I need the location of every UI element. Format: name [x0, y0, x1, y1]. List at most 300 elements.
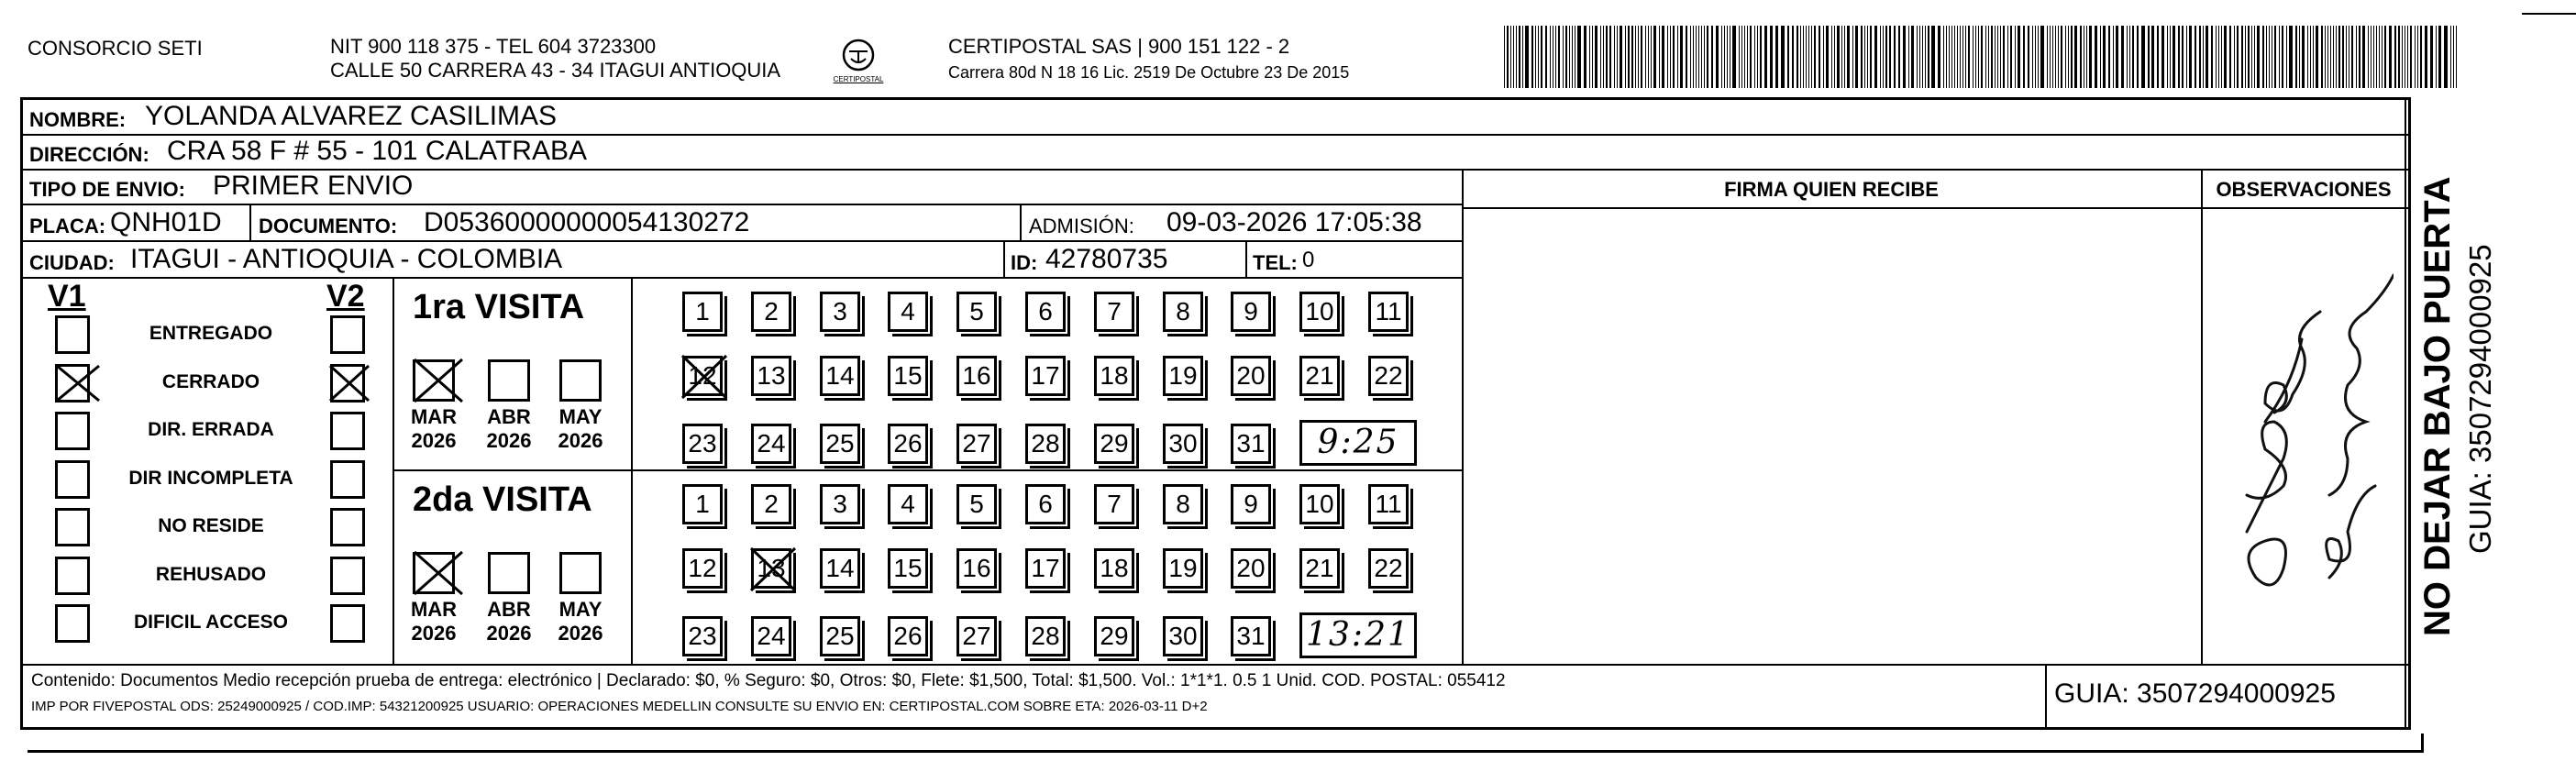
barcode-bar — [1572, 26, 1573, 88]
v1-checkbox[interactable] — [55, 315, 90, 354]
day-box[interactable]: 21 — [1299, 356, 1340, 396]
month-checkbox[interactable] — [488, 359, 530, 402]
barcode-bar — [1711, 26, 1713, 88]
v1-checkbox[interactable] — [55, 557, 90, 595]
barcode-bar — [2327, 26, 2328, 88]
barcode-bar — [1686, 26, 1687, 88]
barcode-bar — [1922, 26, 1923, 88]
barcode-bar — [1628, 26, 1629, 88]
barcode-bar — [2310, 26, 2311, 88]
barcode-bar — [1673, 26, 1675, 88]
barcode-bar — [1519, 26, 1520, 88]
barcode-bar — [1981, 26, 1983, 88]
month-label: MAY 2026 — [558, 598, 603, 645]
month-label: MAR 2026 — [410, 405, 458, 452]
barcode-bar — [1760, 26, 1762, 88]
barcode-bar — [1988, 26, 1989, 88]
month-checkbox[interactable] — [413, 552, 455, 594]
day-box[interactable]: 8 — [1163, 484, 1203, 524]
barcode-bar — [2321, 26, 2323, 88]
handwritten-time-box: 13:21 — [1299, 612, 1417, 658]
status-label: NO RESIDE — [158, 515, 264, 536]
barcode-bar — [2178, 26, 2180, 88]
barcode-bar — [1620, 26, 1622, 88]
barcode-bar — [2336, 26, 2337, 88]
barcode-bar — [1662, 26, 1664, 88]
barcode-bar — [2080, 26, 2082, 88]
barcode-bar — [1531, 26, 1533, 88]
barcode-bar — [2127, 26, 2128, 88]
barcode-bar — [1651, 26, 1652, 88]
barcode-bar — [1589, 26, 1590, 88]
visit-title: 2da VISITA — [413, 480, 592, 519]
barcode-bar — [1569, 26, 1570, 88]
barcode-bar — [2224, 26, 2227, 88]
barcode-bar — [1625, 26, 1626, 88]
day-box[interactable]: 1 — [682, 292, 723, 332]
barcode-bar — [2274, 26, 2276, 88]
barcode-bar — [1898, 26, 1900, 88]
day-box[interactable]: 26 — [888, 616, 928, 656]
barcode-bar — [1943, 26, 1944, 88]
barcode-bar — [2129, 26, 2130, 88]
day-box[interactable]: 6 — [1025, 292, 1066, 332]
barcode-bar — [2195, 26, 2196, 88]
barcode-bar — [1595, 26, 1598, 88]
barcode-bar — [2342, 26, 2343, 88]
barcode-bar — [2379, 26, 2380, 88]
day-box[interactable]: 28 — [1025, 424, 1066, 464]
barcode-bar — [2182, 26, 2184, 88]
barcode-bar — [2032, 26, 2033, 88]
barcode-bar — [2351, 26, 2353, 88]
barcode-bar — [2151, 26, 2154, 88]
barcode-bar — [1538, 26, 1539, 88]
barcode-bar — [2316, 26, 2318, 88]
day-box[interactable]: 14 — [820, 356, 860, 396]
barcode-bar — [2420, 26, 2422, 88]
barcode-bar — [2050, 26, 2051, 88]
day-box[interactable]: 5 — [956, 484, 997, 524]
barcode-bar — [2061, 26, 2062, 88]
barcode-bar — [1525, 26, 1528, 88]
day-box[interactable]: 11 — [1368, 292, 1409, 332]
barcode-bar — [1908, 26, 1909, 88]
day-box[interactable]: 16 — [956, 356, 997, 396]
admision-label: ADMISIÓN: — [1029, 215, 1134, 237]
day-box[interactable]: 29 — [1094, 424, 1134, 464]
day-box[interactable]: 13 — [751, 548, 791, 589]
barcode-bar — [1803, 26, 1804, 88]
barcode-bar — [2438, 26, 2441, 88]
barcode-bar — [1764, 26, 1767, 88]
day-box[interactable]: 9 — [1231, 484, 1271, 524]
barcode-bar — [1757, 26, 1758, 88]
barcode-bar — [2100, 26, 2101, 88]
barcode-bar — [2241, 26, 2242, 88]
barcode-bar — [1997, 26, 1998, 88]
documento-value: D05360000000054130272 — [424, 207, 750, 237]
barcode-bar — [1787, 26, 1789, 88]
v2-checkbox[interactable] — [330, 604, 365, 643]
barcode-bar — [1744, 26, 1745, 88]
barcode-bar — [2065, 26, 2066, 88]
barcode-bar — [1741, 26, 1742, 88]
barcode-bar — [1957, 26, 1958, 88]
barcode-bar — [1724, 26, 1725, 88]
documento-label: DOCUMENTO: — [259, 215, 398, 237]
barcode-bar — [2398, 26, 2400, 88]
day-box[interactable]: 19 — [1163, 548, 1203, 589]
ciudad-label: CIUDAD: — [29, 251, 115, 274]
observaciones-header: OBSERVACIONES — [2216, 178, 2392, 201]
barcode-bar — [1889, 26, 1891, 88]
month-label: ABR 2026 — [486, 598, 532, 645]
barcode-bar — [2108, 26, 2110, 88]
barcode-bar — [2068, 26, 2069, 88]
barcode-bar — [1631, 26, 1633, 88]
address-line: CALLE 50 CARRERA 43 - 34 ITAGUI ANTIOQUIA — [330, 59, 781, 82]
barcode-bar — [1716, 26, 1719, 88]
barcode-bar — [2221, 26, 2222, 88]
barcode-bar — [1754, 26, 1755, 88]
placa-value: QNH01D — [110, 207, 222, 237]
barcode-bar — [2254, 26, 2255, 88]
barcode-bar — [1653, 26, 1656, 88]
barcode-bar — [1985, 26, 1986, 88]
barcode-bar — [2362, 26, 2365, 88]
barcode-bar — [2216, 26, 2217, 88]
barcode-bar — [2266, 26, 2267, 88]
handwritten-time-box: 9:25 — [1299, 420, 1417, 466]
barcode-bar — [2245, 26, 2246, 88]
day-box[interactable]: 27 — [956, 616, 997, 656]
barcode-bar — [2055, 26, 2056, 88]
barcode-bar — [1541, 26, 1542, 88]
day-box[interactable]: 29 — [1094, 616, 1134, 656]
firma-header: FIRMA QUIEN RECIBE — [1724, 178, 1939, 201]
footer-contenido: Contenido: Documentos Medio recepción prueba de entrega: electrónico | Declarado: $0, % Seguro: $0, Otros: $0, Flete: $1,500, Total: $1,500. Vol.: 1*1*1. 0.5 1 Unid. COD. POSTAL: 055412 — [31, 671, 1506, 690]
v1-checkbox[interactable] — [55, 364, 90, 403]
day-box[interactable]: 1 — [682, 484, 723, 524]
day-box[interactable]: 26 — [888, 424, 928, 464]
barcode-bar — [1975, 26, 1976, 88]
barcode-bar — [1750, 26, 1752, 88]
barcode-bar — [2018, 26, 2020, 88]
day-box[interactable]: 31 — [1231, 424, 1271, 464]
barcode-bar — [2007, 26, 2008, 88]
day-box[interactable]: 24 — [751, 424, 791, 464]
barcode-bar — [1811, 26, 1812, 88]
barcode-bar — [1874, 26, 1877, 88]
v1-label: V1 — [48, 279, 86, 314]
v2-checkbox[interactable] — [330, 412, 365, 450]
month-checkbox[interactable] — [413, 359, 455, 402]
month-checkbox[interactable] — [488, 552, 530, 594]
day-box[interactable]: 17 — [1025, 356, 1066, 396]
status-label: DIFICIL ACCESO — [133, 612, 288, 633]
side-guia: GUIA: 3507294000925 — [2463, 244, 2497, 554]
barcode-bar — [1721, 26, 1722, 88]
barcode-bar — [2302, 26, 2305, 88]
barcode-bar — [2086, 26, 2087, 88]
barcode-bar — [2058, 26, 2059, 88]
barcode-bar — [1781, 26, 1784, 88]
barcode-bar — [1792, 26, 1794, 88]
barcode-bar — [2373, 26, 2374, 88]
barcode-bar — [2279, 26, 2280, 88]
barcode-bar — [1739, 26, 1740, 88]
v1-checkbox[interactable] — [55, 460, 90, 499]
barcode-bar — [2052, 26, 2053, 88]
barcode-bar — [2071, 26, 2073, 88]
nombre-value: YOLANDA ALVAREZ CASILIMAS — [145, 101, 558, 131]
barcode-bar — [2121, 26, 2124, 88]
month-checkbox[interactable] — [559, 359, 602, 402]
day-box[interactable]: 3 — [820, 484, 860, 524]
day-box[interactable]: 18 — [1094, 356, 1134, 396]
license-line: Carrera 80d N 18 16 Lic. 2519 De Octubre 23 De 2015 — [948, 63, 1350, 82]
day-box[interactable]: 12 — [682, 356, 723, 396]
barcode-bar — [1603, 26, 1604, 88]
barcode-bar — [1635, 26, 1636, 88]
day-box[interactable]: 22 — [1368, 548, 1409, 589]
barcode-bar — [2028, 26, 2029, 88]
barcode-bar — [1814, 26, 1816, 88]
barcode-bar — [1968, 26, 1970, 88]
barcode-bar — [2206, 26, 2208, 88]
barcode-bar — [1510, 26, 1511, 88]
day-box[interactable]: 30 — [1163, 616, 1203, 656]
barcode-bar — [2295, 26, 2297, 88]
day-box[interactable]: 16 — [956, 548, 997, 589]
barcode-bar — [2257, 26, 2260, 88]
barcode-bar — [1696, 26, 1697, 88]
barcode-bar — [1880, 26, 1881, 88]
v1-checkbox[interactable] — [55, 412, 90, 450]
barcode-bar — [1808, 26, 1809, 88]
v1-checkbox[interactable] — [55, 508, 90, 546]
day-box[interactable]: 31 — [1231, 616, 1271, 656]
barcode-bar — [1770, 26, 1773, 88]
day-box[interactable]: 4 — [888, 292, 928, 332]
barcode-bar — [2199, 26, 2201, 88]
day-box[interactable]: 4 — [888, 484, 928, 524]
day-box[interactable]: 15 — [888, 548, 928, 589]
barcode-bar — [1600, 26, 1601, 88]
barcode-bar — [2356, 26, 2357, 88]
barcode-bar — [1584, 26, 1587, 88]
barcode-bar — [1946, 26, 1947, 88]
barcode-bar — [2346, 26, 2347, 88]
day-box[interactable]: 5 — [956, 292, 997, 332]
barcode-bar — [1558, 26, 1560, 88]
barcode-bar — [1638, 26, 1639, 88]
barcode-bar — [1727, 26, 1728, 88]
tel-value: 0 — [1302, 248, 1315, 272]
day-box[interactable]: 20 — [1231, 356, 1271, 396]
admision-value: 09-03-2026 17:05:38 — [1166, 207, 1422, 237]
day-box[interactable]: 17 — [1025, 548, 1066, 589]
barcode-bar — [2089, 26, 2092, 88]
day-box[interactable]: 8 — [1163, 292, 1203, 332]
month-label: ABR 2026 — [486, 405, 532, 452]
day-box[interactable]: 18 — [1094, 548, 1134, 589]
no-dejar-bajo-puerta: NO DEJAR BAJO PUERTA — [2417, 176, 2458, 636]
barcode-bar — [2172, 26, 2175, 88]
barcode-bar — [2376, 26, 2377, 88]
barcode-bar — [2417, 26, 2418, 88]
direccion-value: CRA 58 F # 55 - 101 CALATRABA — [167, 136, 587, 166]
day-box[interactable]: 6 — [1025, 484, 1066, 524]
barcode-bar — [1885, 26, 1886, 88]
barcode-bar — [2410, 26, 2412, 88]
barcode-bar — [2113, 26, 2114, 88]
barcode-bar — [1565, 26, 1567, 88]
barcode-bar — [1864, 26, 1865, 88]
day-box[interactable]: 14 — [820, 548, 860, 589]
barcode-bar — [1704, 26, 1705, 88]
barcode-bar — [1680, 26, 1682, 88]
barcode-bar — [2382, 26, 2383, 88]
barcode-bar — [1925, 26, 1926, 88]
barcode-bar — [2003, 26, 2005, 88]
day-box[interactable]: 10 — [1299, 484, 1340, 524]
barcode-bar — [2237, 26, 2239, 88]
barcode-bar — [1965, 26, 1966, 88]
barcode-bar — [2289, 26, 2292, 88]
day-box[interactable]: 25 — [820, 616, 860, 656]
barcode-bar — [2040, 26, 2043, 88]
barcode-bar — [1819, 26, 1820, 88]
day-box[interactable]: 30 — [1163, 424, 1203, 464]
v2-checkbox[interactable] — [330, 460, 365, 499]
v2-checkbox[interactable] — [330, 364, 365, 403]
barcode-bar — [2211, 26, 2213, 88]
day-box[interactable]: 25 — [820, 424, 860, 464]
barcode-bar — [2038, 26, 2039, 88]
day-box[interactable]: 27 — [956, 424, 997, 464]
barcode-bar — [1991, 26, 1992, 88]
barcode-bar — [2450, 26, 2451, 88]
barcode-bar — [2415, 26, 2416, 88]
barcode-bar — [1806, 26, 1807, 88]
barcode-bar — [2436, 26, 2437, 88]
direccion-label: DIRECCIÓN: — [29, 143, 149, 166]
barcode-bar — [1928, 26, 1929, 88]
day-box[interactable]: 12 — [682, 548, 723, 589]
barcode-bar — [1577, 26, 1580, 88]
id-value: 42780735 — [1045, 244, 1168, 274]
day-box[interactable]: 22 — [1368, 356, 1409, 396]
barcode-bar — [2269, 26, 2270, 88]
barcode-bar — [2313, 26, 2314, 88]
barcode-bar — [2333, 26, 2334, 88]
day-box[interactable]: 2 — [751, 484, 791, 524]
barcode-bar — [1837, 26, 1839, 88]
barcode-bar — [2286, 26, 2287, 88]
day-box[interactable]: 3 — [820, 292, 860, 332]
day-box[interactable]: 28 — [1025, 616, 1066, 656]
barcode-bar — [1609, 26, 1611, 88]
day-box[interactable]: 21 — [1299, 548, 1340, 589]
barcode-bar — [2234, 26, 2235, 88]
barcode-bar — [2402, 26, 2403, 88]
barcode-bar — [1535, 26, 1536, 88]
frame-shadow — [28, 733, 2424, 753]
day-box[interactable]: 11 — [1368, 484, 1409, 524]
barcode-bar — [1504, 26, 1505, 88]
day-box[interactable]: 20 — [1231, 548, 1271, 589]
barcode-bar — [1513, 26, 1514, 88]
v2-checkbox[interactable] — [330, 508, 365, 546]
day-box[interactable]: 24 — [751, 616, 791, 656]
v1-checkbox[interactable] — [55, 604, 90, 643]
barcode-bar — [1841, 26, 1842, 88]
barcode-bar — [1797, 26, 1798, 88]
day-box[interactable]: 7 — [1094, 292, 1134, 332]
day-box[interactable]: 23 — [682, 616, 723, 656]
barcode-bar — [2186, 26, 2187, 88]
barcode-bar — [1693, 26, 1694, 88]
v2-checkbox[interactable] — [330, 315, 365, 354]
day-box[interactable]: 2 — [751, 292, 791, 332]
status-label: ENTREGADO — [149, 323, 273, 344]
status-label: REHUSADO — [155, 564, 267, 585]
barcode-bar — [2251, 26, 2252, 88]
barcode-bar — [1962, 26, 1963, 88]
barcode-bar — [2359, 26, 2360, 88]
barcode-bar — [2167, 26, 2168, 88]
day-box[interactable]: 10 — [1299, 292, 1340, 332]
barcode-bar — [1844, 26, 1845, 88]
ciudad-value: ITAGUI - ANTIOQUIA - COLOMBIA — [130, 244, 563, 274]
barcode-bar — [2203, 26, 2204, 88]
barcode-bar — [1800, 26, 1801, 88]
barcode-bar — [1648, 26, 1649, 88]
day-box[interactable]: 19 — [1163, 356, 1203, 396]
v2-checkbox[interactable] — [330, 557, 365, 595]
barcode-bar — [1507, 26, 1509, 88]
observaciones-handwriting — [2219, 229, 2394, 651]
month-checkbox[interactable] — [559, 552, 602, 594]
barcode-bar — [1659, 26, 1660, 88]
day-box[interactable]: 13 — [751, 356, 791, 396]
placa-label: PLACA: — [29, 215, 106, 237]
barcode-bar — [1826, 26, 1829, 88]
nombre-label: NOMBRE: — [29, 108, 127, 131]
day-box[interactable]: 9 — [1231, 292, 1271, 332]
day-box[interactable]: 7 — [1094, 484, 1134, 524]
barcode-bar — [1894, 26, 1896, 88]
day-box[interactable]: 15 — [888, 356, 928, 396]
v2-label: V2 — [326, 279, 365, 314]
barcode-bar — [1852, 26, 1853, 88]
barcode — [1504, 26, 2458, 88]
month-label: MAY 2026 — [558, 405, 603, 452]
status-label: DIR INCOMPLETA — [128, 468, 293, 489]
barcode-bar — [1855, 26, 1858, 88]
day-box[interactable]: 23 — [682, 424, 723, 464]
barcode-bar — [1951, 26, 1952, 88]
barcode-bar — [2103, 26, 2106, 88]
barcode-bar — [2325, 26, 2326, 88]
barcode-bar — [2047, 26, 2048, 88]
barcode-bar — [2137, 26, 2139, 88]
tel-label: TEL: — [1253, 251, 1298, 274]
barcode-bar — [2330, 26, 2331, 88]
barcode-bar — [2282, 26, 2283, 88]
